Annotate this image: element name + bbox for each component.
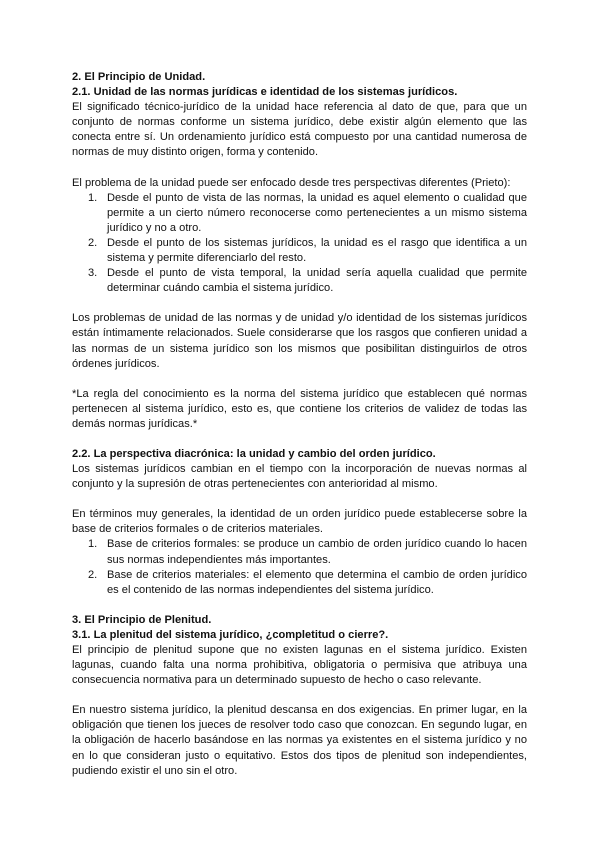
- list-number: 1.: [88, 191, 98, 204]
- list-number: 1.: [88, 538, 98, 551]
- section-2-heading: 2. El Principio de Unidad.: [72, 71, 206, 83]
- paragraph: Los sistemas jurídicos cambian en el tiempo con la incorporación de nuevas normas al conjunto y la supresión de otras pertenecientes con anterioridad al mismo.: [72, 463, 527, 491]
- perspectives-list: [72, 191, 527, 297]
- list-item-text: Base de criterios materiales: el elemento que determina el cambio de orden jurídico es el contenido de las normas independientes del sistema jurídico.: [107, 568, 527, 596]
- paragraph: Los problemas de unidad de las normas y de unidad y/o identidad de los sistemas jurídicos están íntimamente relacionados. Suele considerarse que los rasgos que confieren unidad a las normas de un sistema jurídico son los mismos que posibilitan distinguirlos de otros órdenes jurídicos.: [72, 312, 527, 370]
- list-number: 2.: [88, 236, 98, 249]
- paragraph: En nuestro sistema jurídico, la plenitud descansa en dos exigencias. En primer lugar, en la obligación que tienen los jueces de resolver todo caso que conozcan. En segundo lugar, en la obligación de hacerlo basándose en las normas ya existentes en el sistema jurídico y no en lo que consideran justo o equitativo. Estos dos tipos de plenitud son independientes, pudiendo existir el uno sin el otro.: [72, 704, 527, 777]
- paragraph: En términos muy generales, la identidad de un orden jurídico puede establecerse sobre la base de criterios formales o de criterios materiales.: [72, 508, 527, 536]
- section-2-2-heading: 2.2. La perspectiva diacrónica: la unidad y cambio del orden jurídico.: [72, 447, 436, 460]
- document-body: [72, 70, 527, 779]
- section-3-heading: 3. El Principio de Plenitud.: [72, 613, 212, 626]
- list-number: 2.: [88, 568, 98, 581]
- list-item: [72, 266, 527, 296]
- list-item-text: Base de criterios formales: se produce un cambio de orden jurídico cuando lo hacen sus normas independientes más importantes.: [107, 538, 527, 566]
- list-item: [72, 236, 527, 266]
- list-item: [72, 191, 527, 236]
- list-number: 3.: [88, 267, 98, 280]
- quote-paragraph: *La regla del conocimiento es la norma del sistema jurídico que establecen qué normas pertenecen al sistema jurídico, esto es, que contiene los criterios de validez de todas las demás normas jurídicas.*: [72, 387, 527, 430]
- paragraph: El principio de plenitud supone que no existen lagunas en el sistema jurídico. Existen lagunas, cuando falta una norma prohibitiva, obligatoria o permisiva que atribuya una consecuencia normativa para un determinado supuesto de hecho o caso relevante.: [72, 644, 527, 687]
- list-item-text: Desde el punto de vista temporal, la unidad sería aquella cualidad que permite determinar cuándo cambia el sistema jurídico.: [107, 267, 527, 295]
- list-item-text: Desde el punto de vista de las normas, la unidad es aquel elemento o cualidad que permite a un cierto número reconocerse como pertenecientes a un mismo sistema jurídico y no a otro.: [107, 191, 527, 234]
- paragraph: El significado técnico-jurídico de la unidad hace referencia al dato de que, para que un conjunto de normas conforme un sistema jurídico, debe existir algún elemento que las conecta entre sí. Un ordenamiento jurídico está compuesto por una cantidad numerosa de normas de muy distinto origen, forma y contenido.: [72, 101, 527, 159]
- paragraph: El problema de la unidad puede ser enfocado desde tres perspectivas diferentes (Prieto):: [72, 176, 511, 189]
- criteria-list: [72, 537, 527, 597]
- section-3-1-heading: 3.1. La plenitud del sistema jurídico, ¿completitud o cierre?.: [72, 628, 389, 641]
- section-2-1-heading: 2.1. Unidad de las normas jurídicas e identidad de los sistemas jurídicos.: [72, 86, 458, 99]
- list-item: [72, 568, 527, 598]
- list-item: [72, 537, 527, 567]
- list-item-text: Desde el punto de los sistemas jurídicos, la unidad es el rasgo que identifica a un sistema y permite diferenciarlo del resto.: [107, 236, 527, 265]
